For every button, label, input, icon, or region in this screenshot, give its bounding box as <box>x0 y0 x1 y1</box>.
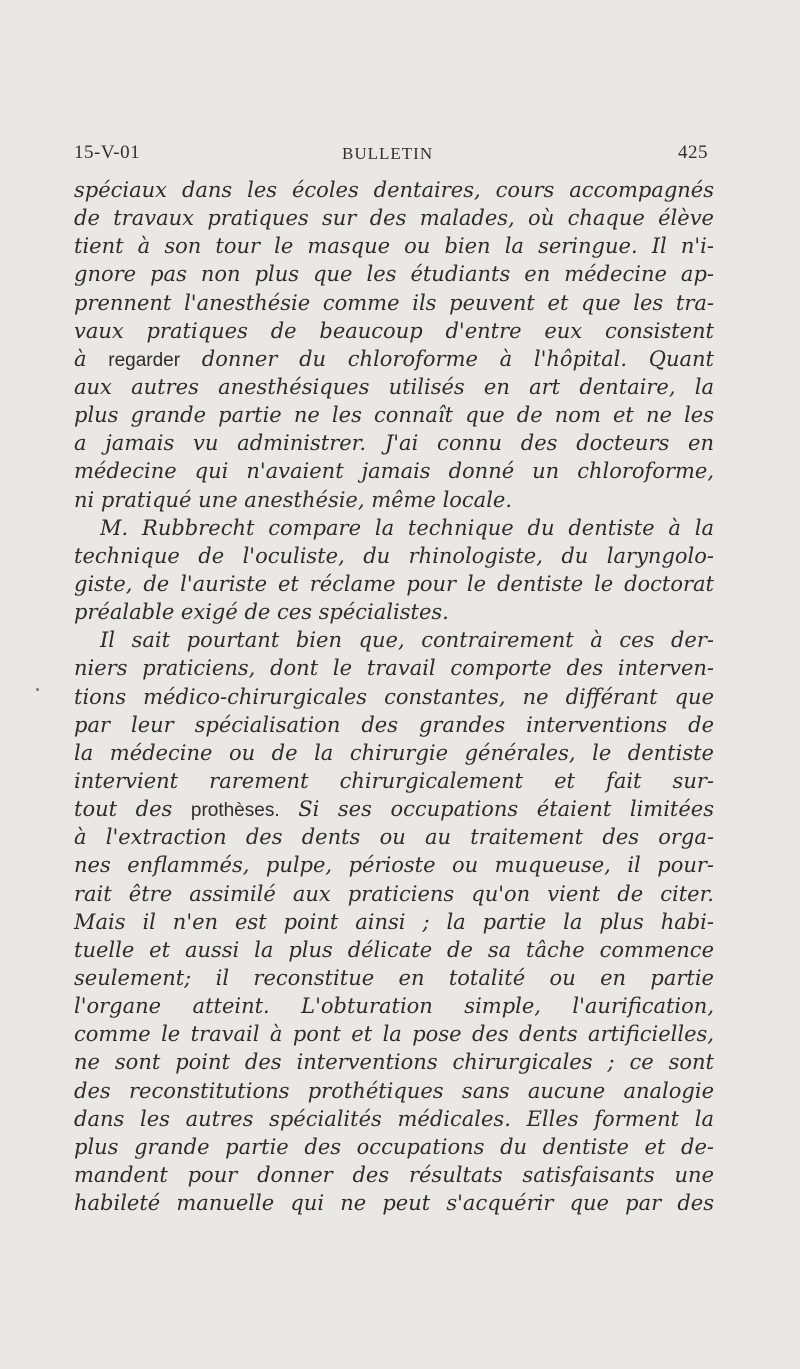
text-line: vaux pratiques de beaucoup d'entre eux consistent <box>74 318 714 343</box>
text-line: des reconstitutions prothétiques sans aucune analogie <box>74 1078 714 1103</box>
text-line: mandent pour donner des résultats satisfaisants une <box>74 1162 714 1187</box>
header-date: 15-V-01 <box>74 142 141 163</box>
text-line <box>74 345 714 373</box>
text-segment: donner du chloroforme à l'hôpital. Quant <box>201 346 714 371</box>
text-line: niers praticiens, dont le travail comporte des interven- <box>74 656 714 681</box>
text-line: a jamais vu administrer. J'ai connu des docteurs en <box>74 431 714 456</box>
text-line: la médecine ou de la chirurgie générales, le dentiste <box>74 740 714 765</box>
text-line: dans les autres spécialités médicales. Elles forment la <box>74 1106 714 1131</box>
text-segment: tout des <box>74 797 173 822</box>
text-segment: Si ses occupations étaient limitées <box>298 797 714 822</box>
text-line: comme le travail à pont et la pose des dents artificielles, <box>74 1022 714 1047</box>
body-text <box>74 176 714 1217</box>
text-line: prennent l'anesthésie comme ils peuvent et que les tra- <box>74 290 714 315</box>
text-line: par leur spécialisation des grandes interventions de <box>74 712 714 737</box>
text-line: Il sait pourtant bien que, contrairement à ces der- <box>100 628 714 653</box>
running-header <box>74 142 708 170</box>
text-line: intervient rarement chirurgicalement et fait sur- <box>74 768 714 793</box>
text-line: l'organe atteint. L'obturation simple, l'aurification, <box>74 994 714 1019</box>
text-line: ni pratiqué une anesthésie, même locale. <box>74 487 513 512</box>
text-line: à l'extraction des dents ou au traitement des orga- <box>74 825 714 850</box>
text-line: habileté manuelle qui ne peut s'acquérir que par des <box>74 1191 714 1216</box>
text-line: giste, de l'auriste et réclame pour le dentiste le doctorat <box>74 571 714 596</box>
text-line <box>74 795 714 823</box>
roman-word: prothèses. <box>190 800 280 822</box>
text-line: gnore pas non plus que les étudiants en médecine ap- <box>74 262 714 287</box>
roman-word: regarder <box>108 349 181 371</box>
text-line: médecine qui n'avaient jamais donné un chloroforme, <box>74 459 714 484</box>
text-line: M. Rubbrecht compare la technique du dentiste à la <box>100 515 714 540</box>
text-line: tions médico-chirurgicales constantes, ne différant que <box>74 684 714 709</box>
header-title: BULLETIN <box>342 144 434 163</box>
text-line: de travaux pratiques sur des malades, où chaque élève <box>74 206 714 231</box>
text-line: technique de l'oculiste, du rhinologiste, du laryngolo- <box>74 543 714 568</box>
page-number: 425 <box>678 142 708 163</box>
text-segment: à <box>74 346 87 371</box>
text-line: rait être assimilé aux praticiens qu'on vient de citer. <box>74 881 714 906</box>
text-line: préalable exigé de ces spécialistes. <box>74 600 449 625</box>
text-line: spéciaux dans les écoles dentaires, cours accompagnés <box>74 178 714 202</box>
text-line: ne sont point des interventions chirurgicales ; ce sont <box>74 1050 714 1075</box>
margin-mark <box>36 688 39 691</box>
text-line: tient à son tour le masque ou bien la seringue. Il n'i- <box>74 234 714 259</box>
text-line: plus grande partie ne les connaît que de nom et ne les <box>74 403 714 428</box>
text-line: Mais il n'en est point ainsi ; la partie la plus habi- <box>74 909 714 934</box>
text-line: nes enflammés, pulpe, périoste ou muqueuse, il pour- <box>74 853 714 878</box>
text-line: tuelle et aussi la plus délicate de sa tâche commence <box>74 937 714 962</box>
text-line: seulement; il reconstitue en totalité ou en partie <box>74 965 714 990</box>
text-line: aux autres anesthésiques utilisés en art dentaire, la <box>74 374 714 399</box>
text-line: plus grande partie des occupations du dentiste et de- <box>74 1134 714 1159</box>
